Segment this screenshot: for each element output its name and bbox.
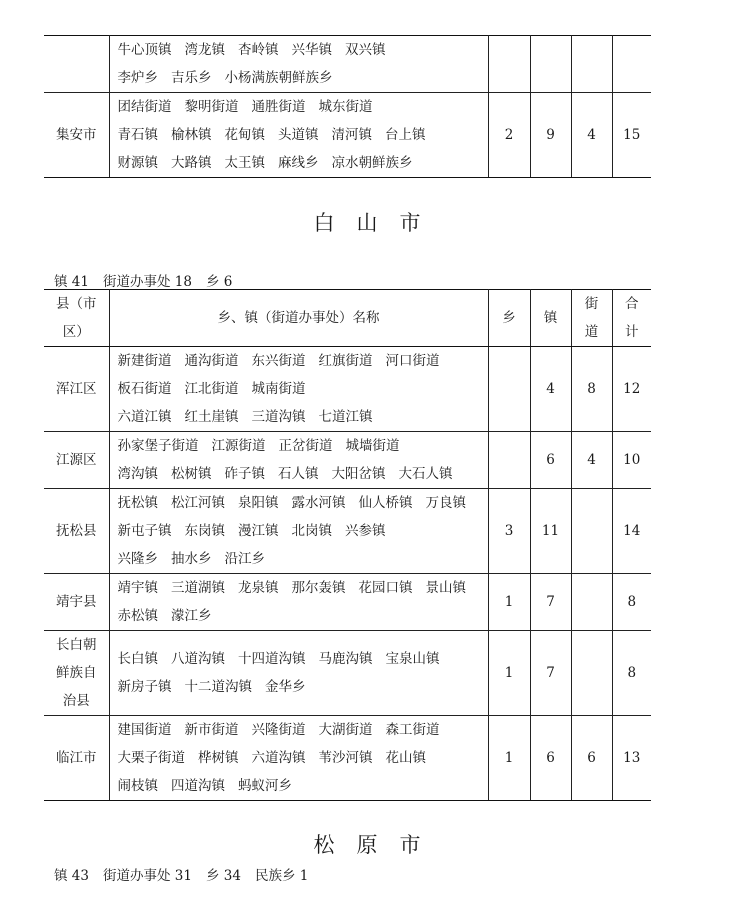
- names-line: [118, 460, 488, 488]
- zhen-count: [530, 36, 571, 93]
- names-cell: [109, 489, 488, 574]
- jiedao-count: 6: [571, 716, 612, 801]
- county-name-line: 鲜族自: [56, 665, 97, 681]
- total-count: [612, 36, 651, 93]
- place-name: 景山镇: [425, 580, 466, 596]
- county-name-line: 抚松县: [56, 523, 97, 539]
- table-row: [44, 432, 651, 489]
- names-line: [118, 347, 488, 375]
- place-name: 北岗镇: [291, 523, 332, 539]
- place-name: 马鹿沟镇: [318, 651, 373, 667]
- place-name: 六道江镇: [117, 409, 172, 425]
- county-cell: [44, 93, 109, 178]
- place-name: 沿江乡: [224, 551, 265, 567]
- place-name: 财源镇: [117, 155, 158, 171]
- place-name: 凉水朝鲜族乡: [331, 155, 413, 171]
- place-name: 大湖街道: [318, 722, 373, 738]
- total-count: 14: [612, 489, 651, 574]
- place-name: 正岔街道: [278, 438, 333, 454]
- header-xiang: 乡: [488, 290, 530, 347]
- names-line: [118, 645, 488, 673]
- place-name: 万良镇: [425, 495, 466, 511]
- place-name: 石人镇: [278, 466, 319, 482]
- baishan-title: 白山市: [313, 211, 443, 235]
- zhen-count: 7: [530, 574, 571, 631]
- header-names: 乡、镇（街道办事处）名称: [109, 290, 488, 347]
- place-name: 吉乐乡: [171, 70, 212, 86]
- names-line: [118, 545, 488, 573]
- total-count: 8: [612, 631, 651, 716]
- header-county-line: 区）: [62, 324, 90, 340]
- place-name: 三道沟镇: [251, 409, 306, 425]
- place-name: 兴参镇: [345, 523, 386, 539]
- names-line: [118, 574, 488, 602]
- stat-item: 民族乡 1: [254, 868, 309, 884]
- place-name: 杏岭镇: [238, 42, 279, 58]
- place-name: 兴隆乡: [117, 551, 158, 567]
- total-count: 15: [612, 93, 651, 178]
- county-cell: [44, 489, 109, 574]
- place-name: 麻线乡: [278, 155, 319, 171]
- place-name: 头道镇: [278, 127, 319, 143]
- names-line: [118, 403, 488, 431]
- county-cell: [44, 347, 109, 432]
- place-name: 新房子镇: [117, 679, 172, 695]
- names-cell: [109, 347, 488, 432]
- table-row: [44, 36, 651, 93]
- county-cell: [44, 716, 109, 801]
- place-name: 大石人镇: [398, 466, 453, 482]
- names-line: [118, 602, 488, 630]
- xiang-count: 1: [488, 631, 530, 716]
- place-name: 龙泉镇: [238, 580, 279, 596]
- stat-item: 街道办事处 18: [102, 274, 192, 290]
- place-name: 太王镇: [224, 155, 265, 171]
- names-line: [118, 489, 488, 517]
- place-name: 青石镇: [117, 127, 158, 143]
- xiang-count: [488, 347, 530, 432]
- stat-item: 乡 6: [205, 274, 233, 290]
- place-name: 江北街道: [184, 381, 239, 397]
- names-cell: [109, 574, 488, 631]
- place-name: 大栗子街道: [117, 750, 185, 766]
- place-name: 七道江镇: [318, 409, 373, 425]
- header-heji-line: 计: [625, 324, 639, 340]
- header-jiedao-line: 街: [584, 296, 599, 312]
- songyuan-title: 松原市: [313, 833, 443, 857]
- total-count: 12: [612, 347, 651, 432]
- place-name: 松树镇: [171, 466, 212, 482]
- names-line: [118, 93, 488, 121]
- place-name: 团结街道: [117, 99, 172, 115]
- place-name: 仙人桥镇: [358, 495, 413, 511]
- top-table-body: [44, 36, 651, 178]
- place-name: 黎明街道: [184, 99, 239, 115]
- place-name: 松江河镇: [171, 495, 225, 511]
- header-heji-line: 合: [625, 296, 639, 312]
- names-line: [118, 64, 488, 92]
- jiedao-count: [571, 574, 612, 631]
- place-name: 城南街道: [251, 381, 306, 397]
- xiang-count: 1: [488, 716, 530, 801]
- names-line: [118, 432, 488, 460]
- zhen-count: 9: [530, 93, 571, 178]
- names-cell: [109, 432, 488, 489]
- place-name: 李炉乡: [117, 70, 158, 86]
- names-line: [118, 772, 488, 800]
- county-name-line: 江源区: [56, 452, 97, 468]
- names-line: [118, 517, 488, 545]
- place-name: 宝泉山镇: [385, 651, 440, 667]
- county-name-line: 治县: [62, 693, 90, 709]
- xiang-count: 1: [488, 574, 530, 631]
- jiedao-count: [571, 489, 612, 574]
- stat-item: 街道办事处 31: [102, 868, 192, 884]
- names-line: [118, 716, 488, 744]
- place-name: 东岗镇: [184, 523, 225, 539]
- table-row: [44, 489, 651, 574]
- names-line: [118, 149, 488, 177]
- place-name: 八道沟镇: [171, 651, 225, 667]
- songyuan-stats: [54, 864, 322, 884]
- place-name: 蚂蚁河乡: [238, 778, 292, 794]
- xiang-count: [488, 432, 530, 489]
- stat-item: 乡 34: [205, 868, 241, 884]
- county-name-line: 临江市: [56, 750, 97, 766]
- place-name: 大阳岔镇: [331, 466, 386, 482]
- place-name: 板石街道: [117, 381, 172, 397]
- place-name: 森工街道: [385, 722, 440, 738]
- jiedao-count: 4: [571, 432, 612, 489]
- place-name: 通胜街道: [251, 99, 306, 115]
- county-name-line: 靖宇县: [56, 594, 97, 610]
- place-name: 花甸镇: [224, 127, 265, 143]
- place-name: 六道沟镇: [251, 750, 306, 766]
- place-name: 桦树镇: [198, 750, 239, 766]
- place-name: 台上镇: [385, 127, 426, 143]
- baishan-table-body: [44, 347, 651, 801]
- baishan-table: [44, 289, 651, 801]
- zhen-count: 6: [530, 432, 571, 489]
- xiang-count: 3: [488, 489, 530, 574]
- place-name: 建国街道: [117, 722, 172, 738]
- total-count: 8: [612, 574, 651, 631]
- xiang-count: [488, 36, 530, 93]
- place-name: 小杨满族朝鲜族乡: [224, 70, 333, 86]
- names-line: [118, 36, 488, 64]
- place-name: 江源街道: [211, 438, 266, 454]
- place-name: 城墙街道: [345, 438, 400, 454]
- total-count: 10: [612, 432, 651, 489]
- place-name: 那尔轰镇: [291, 580, 346, 596]
- stat-item: 镇 43: [54, 868, 89, 884]
- place-name: 三道湖镇: [171, 580, 225, 596]
- county-cell: [44, 36, 109, 93]
- header-jiedao-line: 道: [584, 324, 599, 340]
- place-name: 濛江乡: [171, 608, 212, 624]
- place-name: 砟子镇: [224, 466, 265, 482]
- table-row: [44, 347, 651, 432]
- table-row: [44, 631, 651, 716]
- place-name: 新建街道: [117, 353, 172, 369]
- place-name: 靖宇镇: [117, 580, 158, 596]
- county-cell: [44, 432, 109, 489]
- table-row: [44, 716, 651, 801]
- names-cell: [109, 36, 488, 93]
- place-name: 红土崖镇: [184, 409, 239, 425]
- stat-item: 镇 41: [54, 274, 89, 290]
- header-heji: [612, 290, 651, 347]
- place-name: 漫江镇: [238, 523, 279, 539]
- county-cell: [44, 631, 109, 716]
- place-name: 抚松镇: [117, 495, 158, 511]
- county-name-line: 集安市: [56, 127, 97, 143]
- place-name: 东兴街道: [251, 353, 306, 369]
- place-name: 清河镇: [331, 127, 372, 143]
- jiedao-count: 8: [571, 347, 612, 432]
- total-count: 13: [612, 716, 651, 801]
- place-name: 十四道沟镇: [238, 651, 306, 667]
- baishan-stats: [54, 270, 246, 290]
- place-name: 抽水乡: [171, 551, 212, 567]
- place-name: 泉阳镇: [238, 495, 279, 511]
- jiedao-count: [571, 36, 612, 93]
- county-cell: [44, 574, 109, 631]
- place-name: 孙家堡子街道: [117, 438, 199, 454]
- place-name: 通沟街道: [184, 353, 239, 369]
- names-line: [118, 744, 488, 772]
- zhen-count: 7: [530, 631, 571, 716]
- place-name: 露水河镇: [291, 495, 346, 511]
- place-name: 花园口镇: [358, 580, 413, 596]
- header-county-line: 县（市: [56, 296, 97, 312]
- place-name: 金华乡: [265, 679, 306, 695]
- names-cell: [109, 716, 488, 801]
- place-name: 双兴镇: [345, 42, 386, 58]
- place-name: 城东街道: [318, 99, 373, 115]
- county-name-line: 浑江区: [56, 381, 97, 397]
- place-name: 红旗街道: [318, 353, 373, 369]
- names-line: [118, 375, 488, 403]
- place-name: 四道沟镇: [171, 778, 225, 794]
- names-cell: [109, 93, 488, 178]
- zhen-count: 4: [530, 347, 571, 432]
- top-table: [44, 35, 651, 178]
- place-name: 兴隆街道: [251, 722, 306, 738]
- table-header-row: [44, 290, 651, 347]
- county-name-line: 长白朝: [56, 637, 97, 653]
- place-name: 长白镇: [117, 651, 158, 667]
- names-cell: [109, 631, 488, 716]
- jiedao-count: [571, 631, 612, 716]
- names-line: [118, 121, 488, 149]
- place-name: 苇沙河镇: [318, 750, 373, 766]
- place-name: 花山镇: [385, 750, 426, 766]
- names-line: [118, 673, 488, 701]
- header-jiedao: [571, 290, 612, 347]
- table-row: [44, 93, 651, 178]
- place-name: 大路镇: [171, 155, 212, 171]
- jiedao-count: 4: [571, 93, 612, 178]
- xiang-count: 2: [488, 93, 530, 178]
- zhen-count: 6: [530, 716, 571, 801]
- place-name: 新市街道: [184, 722, 239, 738]
- zhen-count: 11: [530, 489, 571, 574]
- place-name: 新屯子镇: [117, 523, 172, 539]
- place-name: 河口街道: [385, 353, 440, 369]
- place-name: 湾沟镇: [117, 466, 158, 482]
- place-name: 兴华镇: [291, 42, 332, 58]
- place-name: 赤松镇: [117, 608, 158, 624]
- place-name: 牛心顶镇: [117, 42, 172, 58]
- header-zhen: 镇: [530, 290, 571, 347]
- place-name: 闹枝镇: [117, 778, 158, 794]
- header-county: [44, 290, 109, 347]
- table-row: [44, 574, 651, 631]
- place-name: 十二道沟镇: [184, 679, 252, 695]
- place-name: 湾龙镇: [184, 42, 225, 58]
- place-name: 榆林镇: [171, 127, 212, 143]
